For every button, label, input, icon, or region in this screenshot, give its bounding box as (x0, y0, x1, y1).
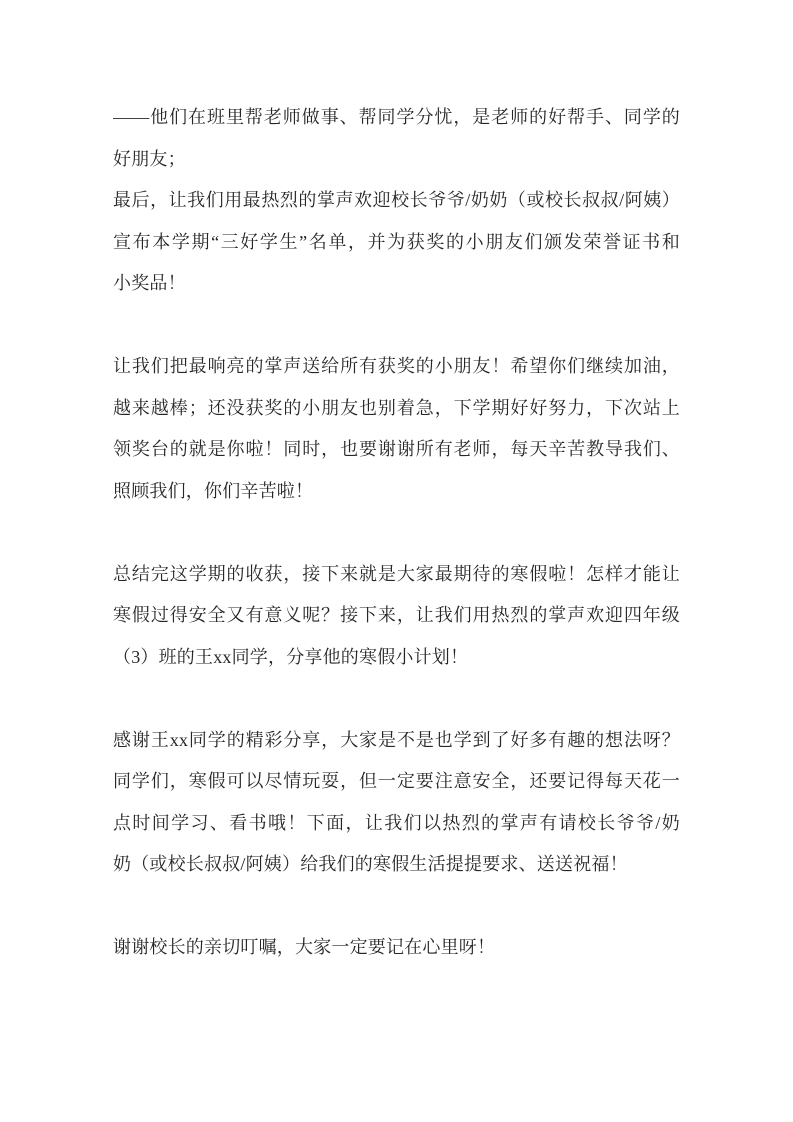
text-line: 领奖台的就是你啦！同时，也要谢谢所有老师，每天辛苦教导我们、 (113, 439, 680, 459)
text-line: 宣布本学期“三好学生”名单，并为获奖的小朋友们颁发荣誉证书和 (113, 231, 680, 252)
text-line: 照顾我们，你们辛苦啦！ (113, 480, 314, 501)
empty-text-line (113, 305, 680, 347)
document-content (113, 97, 680, 969)
paragraph-thanks-principal (113, 927, 680, 969)
empty-text-line (113, 512, 680, 554)
text-line: 让我们把最响亮的掌声送给所有获奖的小朋友！希望你们继续加油， (113, 356, 680, 376)
text-line: 最后，让我们用最热烈的掌声欢迎校长爷爷/奶奶（或校长叔叔/阿姨） (113, 190, 680, 210)
text-line: 同学们，寒假可以尽情玩耍，但一定要注意安全，还要记得每天花一 (113, 771, 680, 791)
text-line: 奶（或校长叔叔/阿姨）给我们的寒假生活提提要求、送送祝福！ (113, 854, 628, 874)
blank-line (113, 305, 680, 347)
text-line: 谢谢校长的亲切叮嘱，大家一定要记在心里呀！ (113, 937, 496, 957)
text-line: 点时间学习、看书哦！下面，让我们以热烈的掌声有请校长爷爷/奶 (113, 812, 680, 833)
text-line: 好朋友； (113, 148, 186, 169)
blank-line (113, 678, 680, 720)
paragraph-winter-vacation-intro (113, 554, 680, 679)
text-line: 总结完这学期的收获，接下来就是大家最期待的寒假啦！怎样才能让 (113, 563, 680, 584)
text-line: 感谢王xx同学的精彩分享，大家是不是也学到了好多有趣的想法呀？ (113, 729, 680, 750)
empty-text-line (113, 886, 680, 928)
text-line: 小奖品！ (113, 273, 186, 293)
paragraph-class-helpers (113, 97, 680, 180)
paragraph-award-announcement (113, 180, 680, 305)
text-line: ——他们在班里帮老师做事、帮同学分忧，是老师的好帮手、同学的 (113, 107, 680, 127)
text-line: 越来越棒；还没获奖的小朋友也别着急，下学期好好努力，下次站上 (113, 397, 680, 418)
text-line: （3）班的王xx同学，分享他的寒假小计划！ (113, 646, 469, 667)
empty-text-line (113, 678, 680, 720)
paragraph-thanks-sharing-and-invite-principal (113, 720, 680, 886)
paragraph-applause-and-thanks-teachers (113, 346, 680, 512)
blank-line (113, 512, 680, 554)
text-line: 寒假过得安全又有意义呢？接下来，让我们用热烈的掌声欢迎四年级 (113, 605, 680, 625)
blank-line (113, 886, 680, 928)
